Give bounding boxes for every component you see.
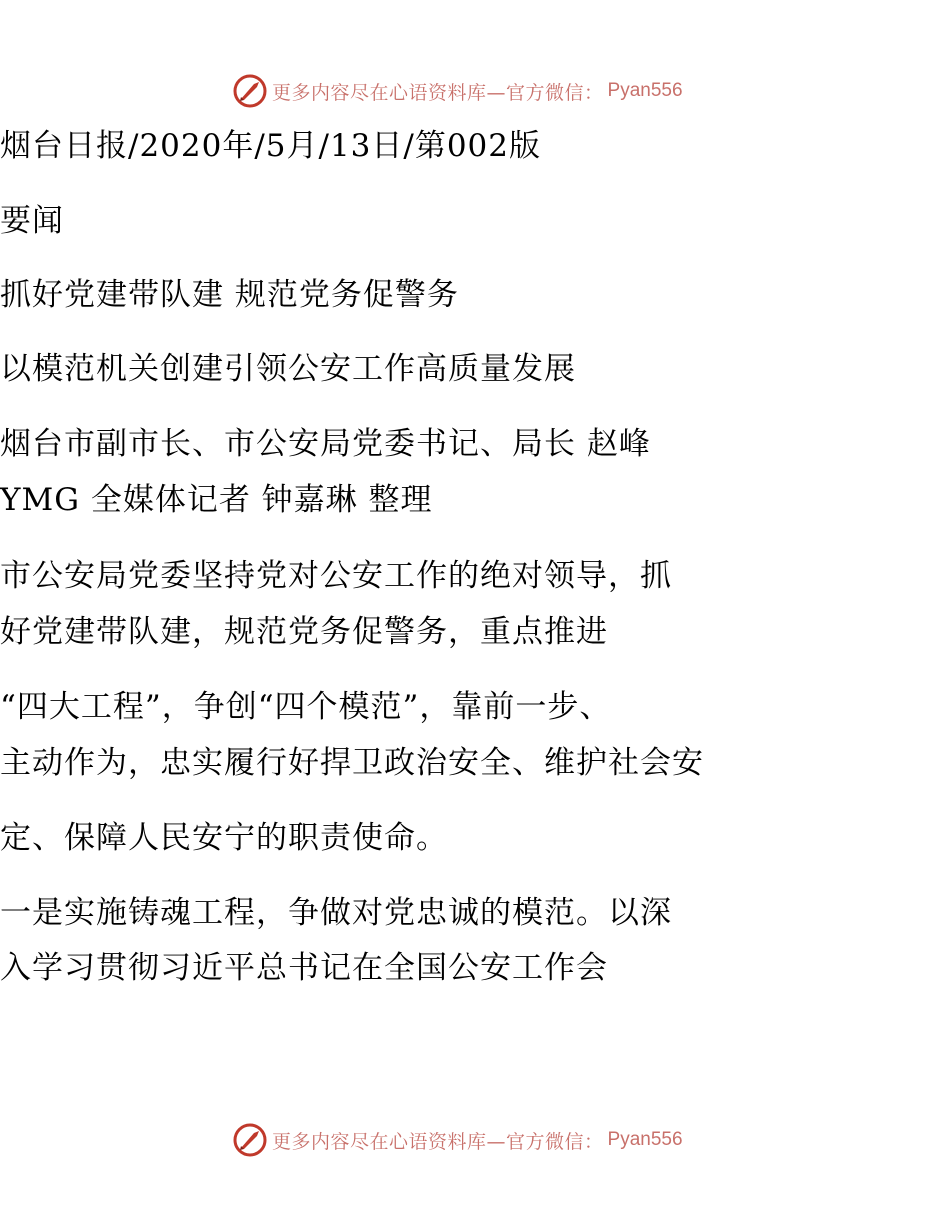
header-banner [232, 71, 683, 111]
quill-pen-circle-icon [232, 1122, 268, 1158]
author-line: 烟台市副市长、市公安局党委书记、局长 赵峰 [0, 426, 651, 462]
footer-banner [232, 1120, 683, 1160]
paragraph-line: 一是实施铸魂工程，争做对党忠诚的模范。以深 [0, 895, 672, 931]
article-source-line: 烟台日报/2020年/5月/13日/第002版 [0, 128, 542, 164]
section-label: 要闻 [0, 203, 64, 239]
banner-text: 更多内容尽在心语资料库—官方微信： [272, 81, 604, 104]
banner-wechat-id: Pyan556 [607, 80, 683, 101]
paragraph-line: 定、保障人民安宁的职责使命。 [0, 820, 448, 856]
paragraph-line: 入学习贯彻习近平总书记在全国公安工作会 [0, 950, 608, 986]
reporter-line: YMG 全媒体记者 钟嘉琳 整理 [0, 482, 433, 518]
quill-pen-circle-icon [232, 73, 268, 109]
article-headline: 抓好党建带队建 规范党务促警务 [0, 277, 459, 313]
paragraph-line: “四大工程”，争创“四个模范”，靠前一步、 [0, 689, 612, 725]
article-subheadline: 以模范机关创建引领公安工作高质量发展 [0, 351, 576, 387]
paragraph-line: 市公安局党委坚持党对公安工作的绝对领导，抓 [0, 558, 672, 594]
paragraph-line: 主动作为，忠实履行好捍卫政治安全、维护社会安 [0, 745, 704, 781]
banner-text: 更多内容尽在心语资料库—官方微信： [272, 1130, 604, 1153]
banner-wechat-id: Pyan556 [607, 1129, 683, 1150]
paragraph-line: 好党建带队建，规范党务促警务，重点推进 [0, 614, 608, 650]
